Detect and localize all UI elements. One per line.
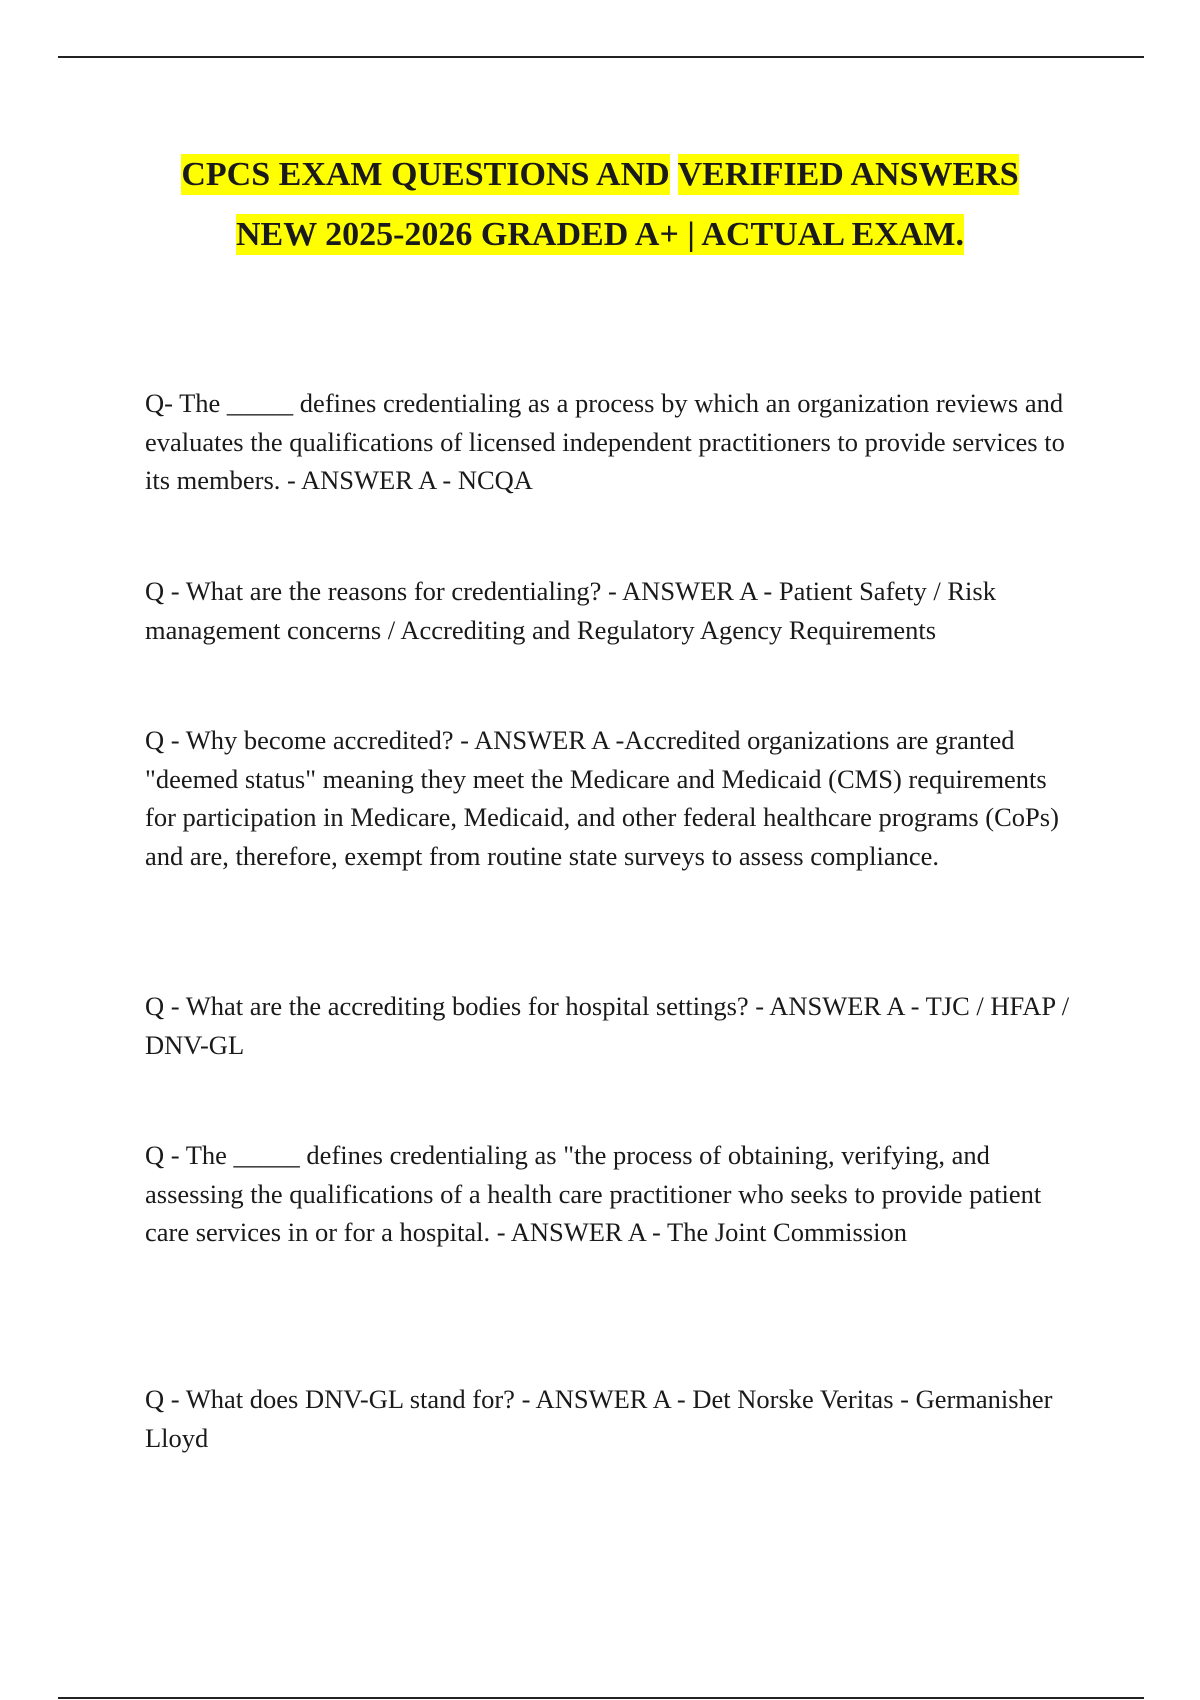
- qa-item-1: Q- The _____ defines credentialing as a process by which an organization reviews and evaluates the qualifications of licensed independent practitioners to provide services to its members. - ANSWER A - NCQA: [145, 388, 1065, 495]
- qa-item-3: Q - Why become accredited? - ANSWER A -Accredited organizations are granted "deemed status" meaning they meet the Medicare and Medicaid (CMS) requirements for participation in Medicare, Medicaid, and other federal healthcare programs (CoPs) and are, therefore, exempt from routine state surveys to assess compliance.: [145, 725, 1059, 871]
- document-title: [100, 145, 1100, 265]
- title-line1-part2: VERIFIED ANSWERS: [677, 156, 1019, 193]
- qa-item-4: Q - What are the accrediting bodies for hospital settings? - ANSWER A - TJC / HFAP / DNV-GL: [145, 991, 1070, 1060]
- qa-item-2: Q - What are the reasons for credentialing? - ANSWER A - Patient Safety / Risk management concerns / Accrediting and Regulatory Agency Requirements: [145, 576, 996, 645]
- top-rule: [58, 56, 1144, 58]
- title-line2: NEW 2025-2026 GRADED A+ | ACTUAL EXAM.: [235, 216, 964, 253]
- qa-item-6: Q - What does DNV-GL stand for? - ANSWER A - Det Norske Veritas - Germanisher Lloyd: [145, 1384, 1053, 1453]
- title-line1-part1: CPCS EXAM QUESTIONS AND: [181, 156, 670, 193]
- qa-item-5: Q - The _____ defines credentialing as "the process of obtaining, verifying, and assessing the qualifications of a health care practitioner who seeks to provide patient care services in or for a hospital. - ANSWER A - The Joint Commission: [145, 1140, 1042, 1247]
- bottom-rule: [58, 1697, 1144, 1699]
